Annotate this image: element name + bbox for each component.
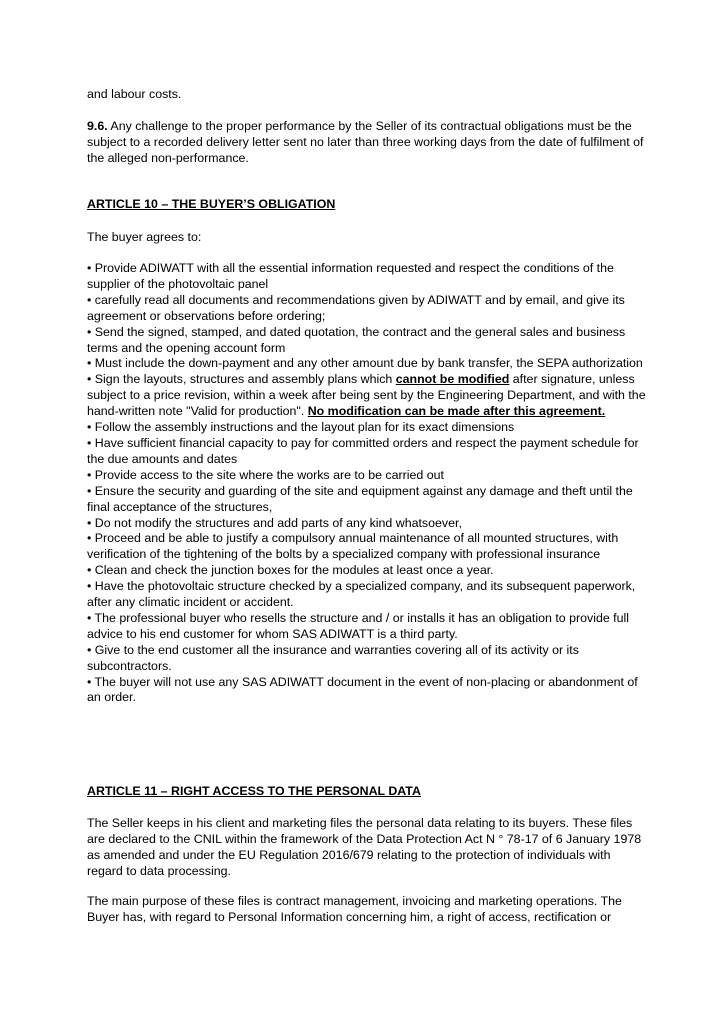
article-10-bullet-list (87, 261, 647, 706)
list-item: • Give to the end customer all the insurance and warranties covering all of its activity or its subcontractors. (87, 642, 579, 673)
cannot-be-modified-emphasis: cannot be modified (395, 372, 510, 387)
list-item: • Provide ADIWATT with all the essential information requested and respect the conditions of the supplier of the photovoltaic panel (87, 261, 614, 291)
article-10-heading: ARTICLE 10 – THE BUYER’S OBLIGATION (87, 197, 336, 211)
no-modification-emphasis: No modification can be made after this agreement. (307, 404, 606, 419)
sign-bullet-text-1: • Sign the layouts, structures and assembly plans which (87, 372, 396, 387)
list-item: • Clean and check the junction boxes for the modules at least once a year. (87, 563, 494, 578)
article-10-lead: The buyer agrees to: (87, 230, 202, 244)
list-item: • Ensure the security and guarding of the site and equipment against any damage and theft until the final acceptance of the structures, (87, 483, 633, 514)
article-11-paragraph-2: The main purpose of these files is contract management, invoicing and marketing operations. The Buyer has, with regard to Personal Information concerning him, a right of access, rectification or (87, 894, 622, 924)
list-item: • Proceed and be able to justify a compulsory annual maintenance of all mounted structures, with verification of the tightening of the bolts by a specialized company with professional insurance (87, 531, 619, 562)
list-item: • Send the signed, stamped, and dated quotation, the contract and the general sales and business terms and the opening account form (87, 324, 626, 355)
list-item: • The professional buyer who resells the structure and / or installs it has an obligation to provide full advice to his end customer for whom SAS ADIWATT is a third party. (87, 610, 630, 641)
sign-bullet-text-2: after signature, unless subject to a price revision, within a week after being sent by the Engineering Department, and with the hand-written note "Valid for production". (87, 372, 646, 419)
list-item: • carefully read all documents and recommendations given by ADIWATT and by email, and give its agreement or observations before ordering; (87, 292, 625, 323)
clause-9-6-text: Any challenge to the proper performance by the Seller of its contractual obligations must be the subject to a recorded delivery letter sent no later than three working days from the date of fulfilment of the alleged non-performance. (87, 119, 644, 165)
list-item: • Must include the down-payment and any other amount due by bank transfer, the SEPA authorization (87, 356, 643, 371)
list-item: • Provide access to the site where the works are to be carried out (87, 467, 444, 482)
intro-tail-text: and labour costs. (87, 87, 182, 101)
list-item: • The buyer will not use any SAS ADIWATT document in the event of non-placing or abandonment of an order. (87, 674, 638, 705)
list-item: • Have sufficient financial capacity to pay for committed orders and respect the payment schedule for the due amounts and dates (87, 435, 639, 466)
article-11-heading: ARTICLE 11 – RIGHT ACCESS TO THE PERSONAL DATA (87, 784, 421, 798)
clause-9-6 (87, 119, 647, 167)
article-11-paragraph-1: The Seller keeps in his client and marketing files the personal data relating to its buyers. These files are declared to the CNIL within the framework of the Data Protection Act N ° 78-17 of 6 January 1978 as amended and under the EU Regulation 2016/679 relating to the protection of individuals with regard to data processing. (87, 816, 642, 878)
list-item: • Do not modify the structures and add parts of any kind whatsoever, (87, 515, 462, 530)
clause-9-6-number: 9.6. (87, 119, 108, 133)
list-item-sign-layouts (87, 372, 647, 420)
list-item: • Have the photovoltaic structure checked by a specialized company, and its subsequent paperwork, after any climatic incident or accident. (87, 579, 636, 610)
list-item: • Follow the assembly instructions and the layout plan for its exact dimensions (87, 420, 515, 435)
